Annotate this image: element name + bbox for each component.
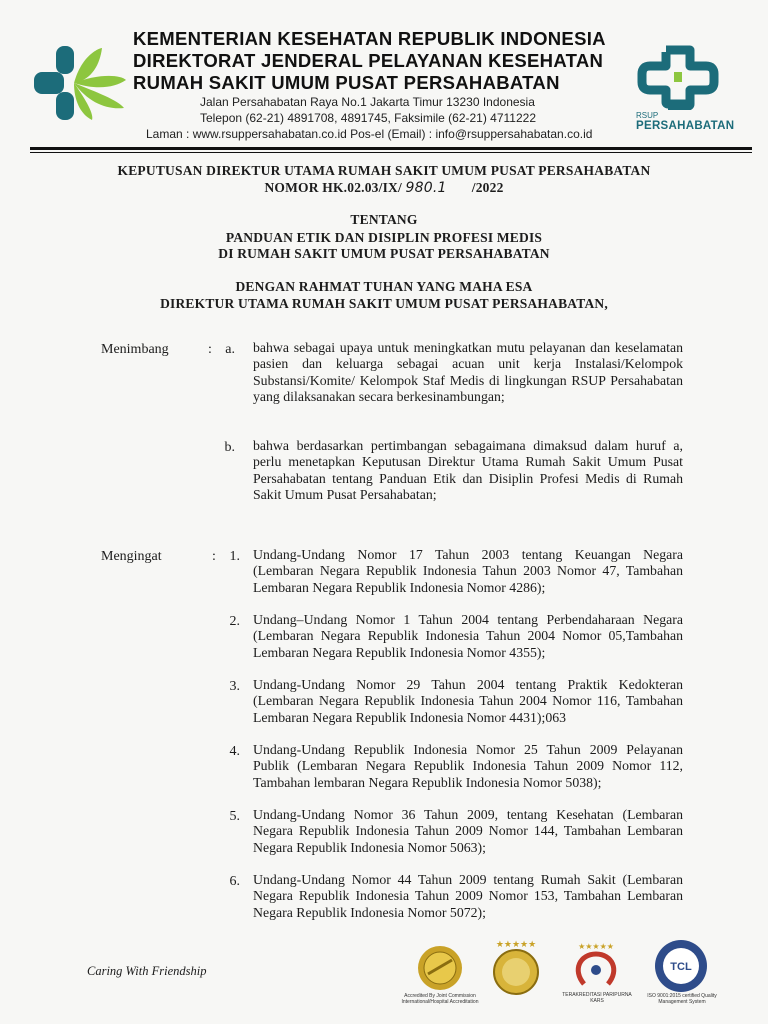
iso-badge-text: TCL — [670, 961, 692, 973]
persahabatan-logo-label: PERSAHABATAN — [636, 120, 735, 132]
rsup-cross-right — [666, 50, 714, 106]
decree-number-suffix: /2022 — [471, 180, 504, 195]
list-item: Undang-Undang Republik Indonesia Nomor 25 Tahun 2009 Pelayanan Publik (Lembaran Negara Republik Indonesia Tahun 2009 Nomor 112, Tambahan lembaran Negara Republik Indonesia Nomor 5038); — [253, 742, 683, 790]
iso-badge-caption: ISO 9001:2015 certified Quality Management System — [647, 993, 717, 1005]
mengingat-label: Mengingat — [101, 549, 162, 564]
decree-number-prefix: NOMOR HK.02.03/IX/ — [264, 180, 402, 195]
list-item-mark: 3. — [229, 679, 240, 694]
list-item: Undang-Undang Nomor 44 Tahun 2009 tentang Rumah Sakit (Lembaran Negara Republik Indonesia Tahun 2009 Nomor 153, Tambahan Lembaran Negara Republik Indonesia Nomor 5072); — [253, 872, 683, 920]
list-item-mark: b. — [224, 440, 235, 455]
hospital-phone: Telepon (62-21) 4891708, 4891745, Faksimile (62-21) 4711222 — [200, 111, 537, 125]
decree-subject-line1: PANDUAN ETIK DAN DISIPLIN PROFESI MEDIS — [225, 230, 543, 245]
menimbang-colon: : — [208, 342, 212, 357]
decree-subject-line2: DI RUMAH SAKIT UMUM PUSAT PERSAHABATAN — [218, 246, 550, 261]
logo-leaf-teal-bottom — [56, 92, 74, 120]
gold-star-badge-icon — [484, 938, 548, 998]
tentang-heading: TENTANG — [350, 212, 418, 227]
logo-leaf-teal-left — [34, 72, 64, 94]
rahmat-line2: DIREKTUR UTAMA RUMAH SAKIT UMUM PUSAT PERSAHABATAN, — [160, 296, 608, 311]
list-item: Undang-Undang Nomor 36 Tahun 2009, tentang Kesehatan (Lembaran Negara Republik Indonesia Tahun 2009 Nomor 144, Tambahan Lembaran Negara Republik Indonesia Nomor 5063); — [253, 807, 683, 855]
kemenkes-logo — [30, 44, 130, 122]
list-item: bahwa sebagai upaya untuk meningkatkan mutu pelayanan dan keselamatan pasien dan keluarga sebagai acuan unit kerja Instalasi/Kelompok Substansi/Komite/ Kelompok Staf Medis di lingkungan RSUP Persahabatan yang dilaksanakan secara berkesinambungan; — [253, 340, 683, 405]
kars-badge-icon — [566, 940, 626, 990]
kars-badge-caption: TERAKREDITASI PARIPURNA KARS — [562, 992, 632, 1004]
list-item-mark: a. — [225, 342, 235, 357]
list-item-mark: 4. — [229, 744, 240, 759]
rahmat-line1: DENGAN RAHMAT TUHAN YANG MAHA ESA — [235, 279, 533, 294]
logo-leaf-teal-top — [56, 46, 74, 74]
decree-number — [0, 180, 768, 196]
decree-number-handwritten: 980.1 — [405, 180, 447, 196]
rsup-cross-center — [674, 72, 682, 82]
gold-badge-inner — [502, 958, 530, 986]
ministry-name: KEMENTERIAN KESEHATAN REPUBLIK INDONESIA — [133, 28, 606, 49]
letterhead-divider-thick — [30, 147, 752, 150]
rsup-logo-label: RSUP — [636, 111, 659, 120]
mengingat-colon: : — [212, 549, 216, 564]
jci-badge-caption: Accredited By Joint Commission International/Hospital Accreditation — [401, 993, 479, 1005]
badge-stars: ★★★★★ — [495, 940, 537, 950]
rsup-persahabatan-logo — [636, 44, 722, 110]
footer-tagline: Caring With Friendship — [87, 964, 207, 978]
hospital-address: Jalan Persahabatan Raya No.1 Jakarta Timur 13230 Indonesia — [200, 95, 535, 109]
kars-dot — [591, 965, 601, 975]
list-item: Undang-Undang Nomor 17 Tahun 2003 tentang Keuangan Negara (Lembaran Negara Republik Indonesia Tahun 2003 Nomor 47, Tambahan Lembaran Negara Republik Indonesia Nomor 4286); — [253, 547, 683, 595]
list-item: Undang-Undang Nomor 29 Tahun 2004 tentang Praktik Kedokteran (Lembaran Negara Republik Indonesia Tahun 2004 Nomor 116, Tambahan Lembaran Negara Republik Indonesia Nomor 4431);063 — [253, 677, 683, 725]
kars-stars: ★★★★★ — [578, 942, 614, 951]
hospital-web-email: Laman : www.rsuppersahabatan.co.id Pos-el (Email) : info@rsuppersahabatan.co.id — [146, 127, 593, 141]
hospital-name: RUMAH SAKIT UMUM PUSAT PERSAHABATAN — [133, 72, 560, 93]
letterhead-divider-thin — [30, 152, 752, 153]
list-item-mark: 5. — [229, 809, 240, 824]
menimbang-label: Menimbang — [101, 342, 169, 357]
list-item-mark: 1. — [229, 549, 240, 564]
list-item-mark: 2. — [229, 614, 240, 629]
jci-badge-icon — [408, 944, 472, 994]
list-item-mark: 6. — [229, 874, 240, 889]
directorate-name: DIREKTORAT JENDERAL PELAYANAN KESEHATAN — [133, 50, 604, 71]
list-item: Undang–Undang Nomor 1 Tahun 2004 tentang Perbendaharaan Negara (Lembaran Negara Republik Indonesia Tahun 2004 Nomor 05,Tambahan Lembaran Negara Republik Indonesia Nomor 4355); — [253, 612, 683, 660]
decree-title: KEPUTUSAN DIREKTUR UTAMA RUMAH SAKIT UMUM PUSAT PERSAHABATAN — [117, 163, 651, 178]
list-item: bahwa berdasarkan pertimbangan sebagaimana dimaksud dalam huruf a, perlu menetapkan Keputusan Direktur Utama Rumah Sakit Umum Pusat Persahabatan tentang Panduan Etik dan Disiplin Profesi Medis di Rumah Sakit Umum Pusat Persahabatan; — [253, 438, 683, 503]
